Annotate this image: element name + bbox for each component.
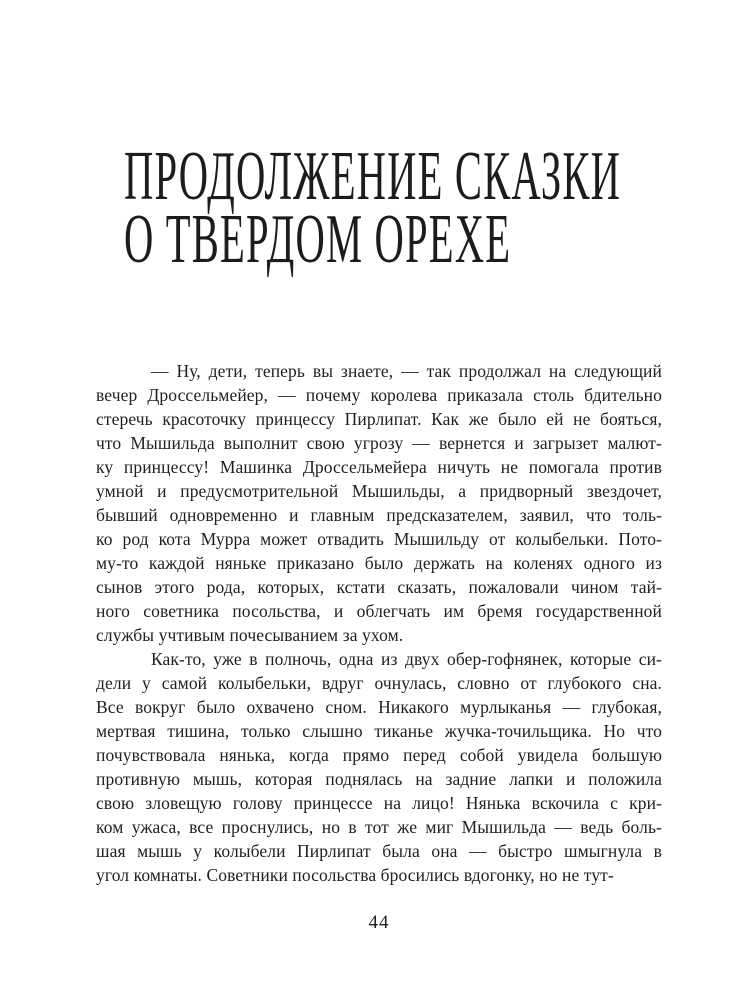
text-line: умной и предусмотрительной Мышильды, а придворный звездочет, (96, 481, 662, 501)
chapter-title (124, 138, 744, 278)
text-line: угол комнаты. Советники посольства бросились вдогонку, но не тут- (96, 865, 614, 885)
text-line: сынов этого рода, которых, кстати сказать, пожаловали чином тай- (96, 577, 662, 597)
text-line: Все вокруг было охвачено сном. Никакого мурлыканья — глубокая, (96, 697, 662, 717)
text-line: — Ну, дети, теперь вы знаете, — так продолжал на следующий (151, 361, 662, 381)
chapter-title-line-2: О ТВЕРДОМ ОРЕХЕ (124, 201, 512, 278)
text-line: что Мышильда выполнит свою угрозу — вернется и загрызет малют- (96, 433, 662, 453)
text-line: противную мышь, которая поднялась на задние лапки и положила (96, 769, 662, 789)
text-line: почувствовала нянька, когда прямо перед собой увидела большую (96, 745, 662, 765)
text-line: ку принцессу! Машинка Дроссельмейера ничуть не помогала против (96, 457, 662, 477)
text-line: мертвая тишина, только слышно тиканье жучка-точильщика. Но что (96, 721, 662, 741)
text-line: стеречь красоточку принцессу Пирлипат. Как же было ей не бояться, (96, 409, 662, 429)
text-line: службы учтивым почесыванием за ухом. (96, 625, 404, 645)
text-line: дели у самой колыбельки, вдруг очнулась, словно от глубокого сна. (96, 673, 662, 693)
text-line: ного советника посольства, и облегчать им бремя государственной (96, 601, 662, 621)
text-line: Как-то, уже в полночь, одна из двух обер-гофнянек, которые си- (151, 649, 662, 669)
body-text (96, 359, 662, 887)
text-line: ко род кота Мурра может отвадить Мышильду от колыбельки. Пото- (96, 529, 662, 549)
paragraph (96, 359, 662, 647)
text-line: шая мышь у колыбели Пирлипат была она — быстро шмыгнула в (96, 841, 662, 861)
text-line: свою зловещую голову принцессе на лицо! Нянька вскочила с кри- (96, 793, 662, 813)
text-line: му-то каждой няньке приказано было держать на коленях одного из (96, 553, 662, 573)
text-line: вечер Дроссельмейер, — почему королева приказала столь бдительно (96, 385, 662, 405)
text-line: ком ужаса, все проснулись, но в тот же миг Мышильда — ведь боль- (96, 817, 662, 837)
text-line: бывший одновременно и главным предсказателем, заявил, что толь- (96, 505, 662, 525)
chapter-title-line-1: ПРОДОЛЖЕНИЕ СКАЗКИ (124, 138, 622, 215)
paragraph (96, 647, 662, 887)
page-number: 44 (368, 912, 390, 933)
